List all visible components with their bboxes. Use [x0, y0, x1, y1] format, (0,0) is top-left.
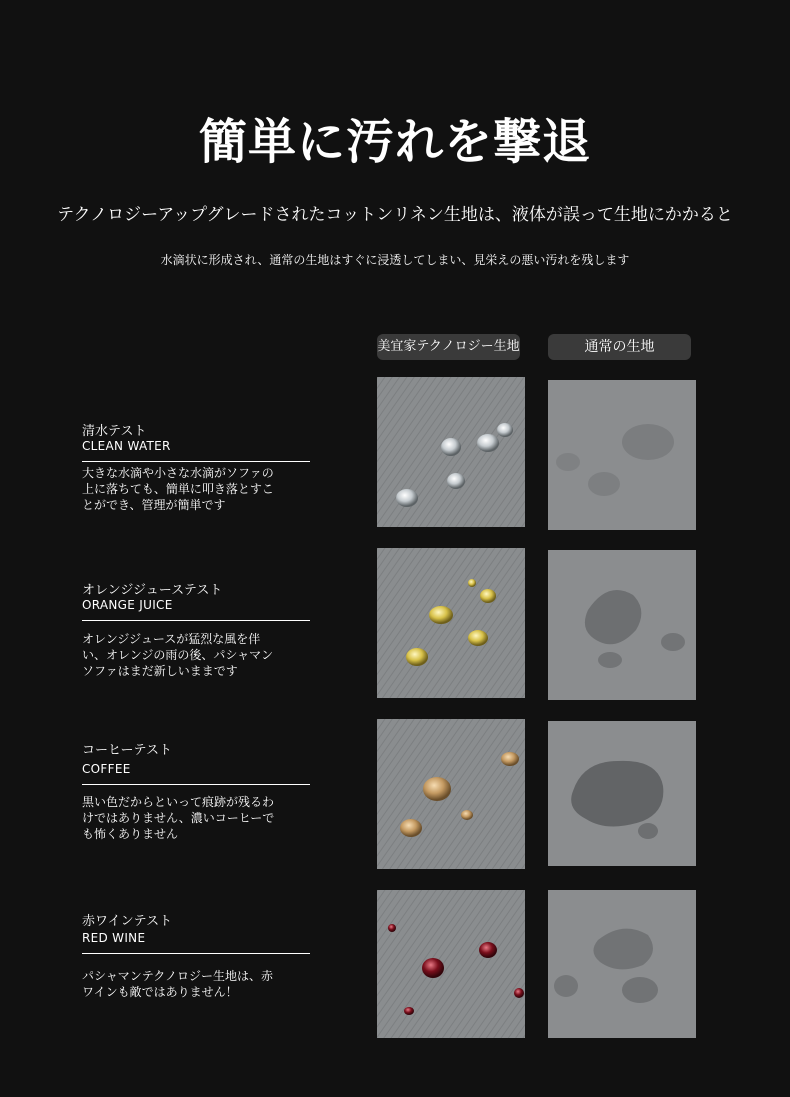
tech-fabric-coffee-image — [377, 719, 525, 869]
test-name-en: RED WINE — [82, 931, 146, 945]
divider — [82, 461, 310, 462]
coffee-drop — [423, 777, 451, 801]
test-name-en: CLEAN WATER — [82, 439, 171, 453]
test-name-jp: 清水テスト — [82, 424, 147, 439]
test-description: パシャマンテクノロジー生地は、赤ワインも敵ではありません！ — [82, 969, 274, 999]
wine-drop — [404, 1007, 414, 1015]
tech-fabric-water-image — [377, 377, 525, 527]
divider — [82, 953, 310, 954]
subtitle-line-1: テクノロジーアップグレードされたコットンリネン生地は、液体が誤って生地にかかると — [57, 205, 733, 225]
juice-drop — [468, 579, 476, 587]
page-title: 簡単に汚れを撃退 — [198, 114, 591, 170]
water-drop — [447, 473, 465, 489]
juice-drop — [480, 589, 496, 603]
tech-fabric-wine-image — [377, 890, 525, 1040]
juice-drop — [429, 606, 453, 624]
normal-fabric-coffee-image — [548, 721, 696, 871]
test-name-jp: オレンジジューステスト — [82, 583, 223, 598]
divider — [82, 784, 310, 785]
coffee-drop — [461, 810, 473, 820]
test-name-jp: 赤ワインテスト — [82, 914, 173, 929]
column-header-tech-fabric: 美宜家テクノロジー生地 — [377, 334, 520, 360]
divider — [82, 620, 310, 621]
subtitle-line-2: 水滴状に形成され、通常の生地はすぐに浸透してしまい、見栄えの悪い汚れを残します — [160, 253, 630, 267]
wine-drop — [514, 988, 524, 998]
column-header-normal-fabric: 通常の生地 — [548, 334, 691, 360]
water-drop — [396, 489, 418, 507]
water-drop — [477, 434, 499, 452]
test-description: 黒い色だからといって痕跡が残るわけではありません、濃いコーヒーでも怖くありません — [82, 795, 275, 841]
water-drop — [497, 423, 513, 437]
juice-drop — [468, 630, 488, 646]
normal-fabric-orange-image — [548, 550, 696, 700]
coffee-drop — [400, 819, 422, 837]
normal-fabric-wine-image — [548, 890, 696, 1040]
test-name-en: ORANGE JUICE — [82, 598, 173, 612]
wine-drop — [388, 924, 396, 932]
tech-fabric-orange-image — [377, 548, 525, 698]
water-drop — [441, 438, 461, 456]
wine-drop — [422, 958, 444, 978]
test-name-en: COFFEE — [82, 762, 131, 776]
test-name-jp: コーヒーテスト — [82, 743, 172, 758]
test-description: 大きな水滴や小さな水滴がソファの上に落ちても、簡単に叩き落とすことができ、管理が簡単です — [82, 466, 274, 512]
juice-drop — [406, 648, 428, 666]
normal-fabric-water-image — [548, 380, 696, 530]
wine-drop — [479, 942, 497, 958]
coffee-drop — [501, 752, 519, 766]
test-description: オレンジジュースが猛烈な風を伴い、オレンジの雨の後、パシャマンソファはまだ新しいままです — [82, 632, 274, 678]
